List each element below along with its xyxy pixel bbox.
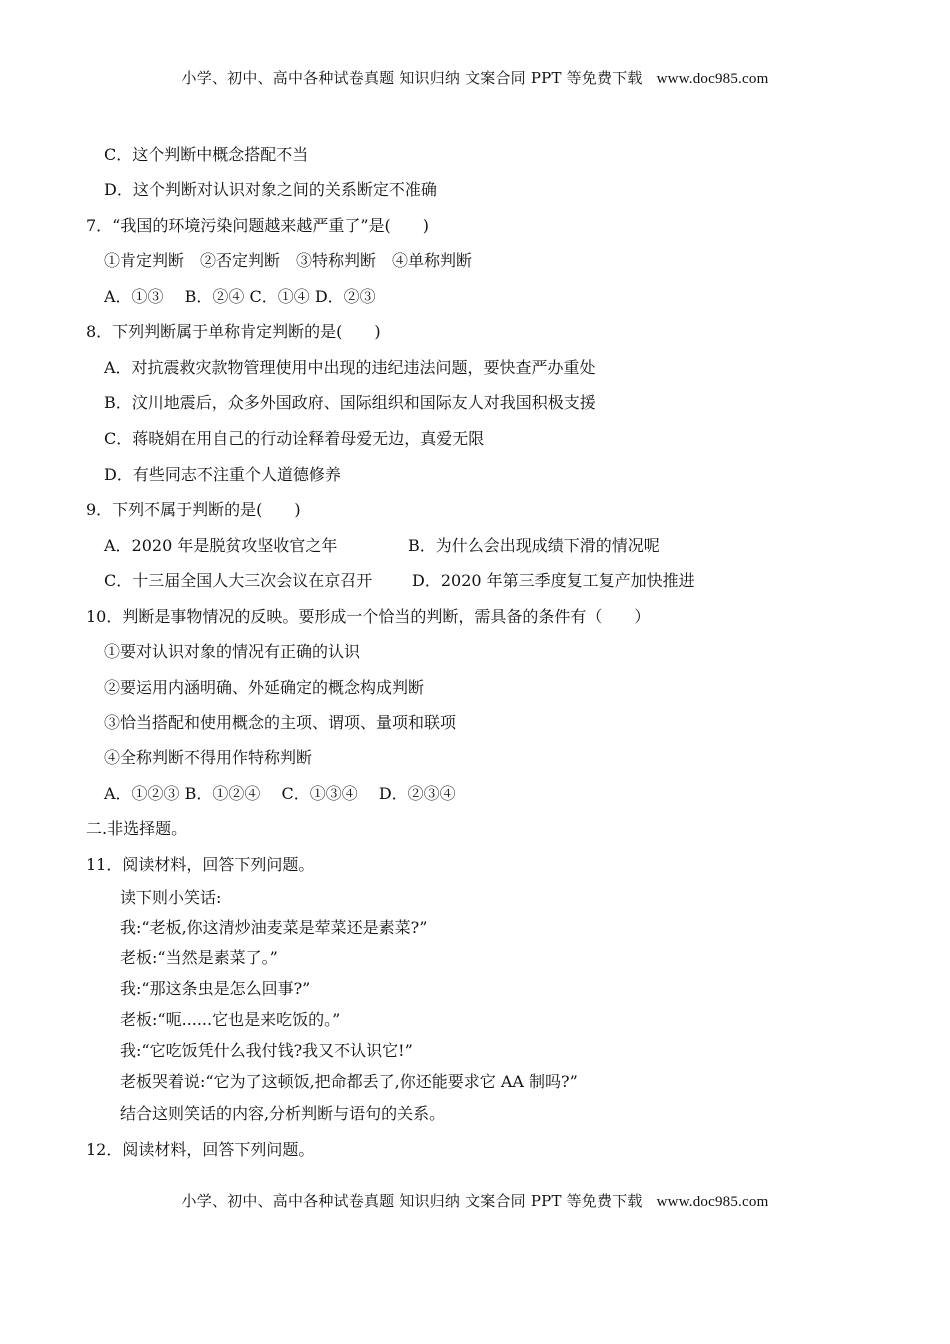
q11-line: 我:“那这条虫是怎么回事?” (120, 979, 311, 998)
q10-options: A．①②③ B．①②④ C．①③④ D．②③④ (104, 784, 456, 803)
q12-stem: 12．阅读材料，回答下列问题。 (86, 1140, 315, 1159)
q11-line: 老板:“呃......它也是来吃饭的。” (120, 1010, 341, 1029)
q9-stem: 9．下列不属于判断的是( ) (86, 500, 301, 519)
page-footer (0, 1190, 950, 1211)
q11-line: 读下则小笑话: (120, 888, 222, 907)
q8-option-c: C．蒋晓娟在用自己的行动诠释着母爱无边，真爱无限 (104, 429, 485, 448)
footer-text: 小学、初中、高中各种试卷真题 知识归纳 文案合同 PPT 等免费下载 (181, 1192, 643, 1210)
q9-option-a: A．2020 年是脱贫攻坚收官之年 (104, 536, 338, 555)
q9-option-d: D．2020 年第三季度复工复产加快推进 (412, 571, 695, 590)
q9-option-b: B．为什么会出现成绩下滑的情况呢 (408, 536, 660, 555)
section-title: 二.非选择题。 (86, 819, 188, 838)
q10-item-3: ③恰当搭配和使用概念的主项、谓项、量项和联项 (104, 713, 457, 732)
header-text: 小学、初中、高中各种试卷真题 知识归纳 文案合同 PPT 等免费下载 (181, 69, 643, 87)
header-url[interactable]: www.doc985.com (656, 71, 769, 87)
q8-option-a: A．对抗震救灾款物管理使用中出现的违纪违法问题，要快查严办重处 (104, 358, 596, 377)
footer-url[interactable]: www.doc985.com (656, 1194, 769, 1210)
q10-item-2: ②要运用内涵明确、外延确定的概念构成判断 (104, 678, 425, 697)
q11-line: 老板哭着说:“它为了这顿饭,把命都丢了,你还能要求它 AA 制吗?” (120, 1072, 578, 1091)
q11-stem: 11．阅读材料，回答下列问题。 (86, 855, 315, 874)
q10-item-1: ①要对认识对象的情况有正确的认识 (104, 642, 361, 661)
q10-item-4: ④全称判断不得用作特称判断 (104, 748, 313, 767)
q6-option-c: C．这个判断中概念搭配不当 (104, 145, 309, 164)
q6-option-d: D．这个判断对认识对象之间的关系断定不准确 (104, 180, 437, 199)
q9-option-c: C．十三届全国人大三次会议在京召开 (104, 571, 373, 590)
q8-option-d: D．有些同志不注重个人道德修养 (104, 465, 341, 484)
q11-line: 结合这则笑话的内容,分析判断与语句的关系。 (120, 1104, 446, 1123)
q11-line: 老板:“当然是素菜了。” (120, 948, 278, 967)
q8-stem: 8．下列判断属于单称肯定判断的是( ) (86, 322, 381, 341)
q7-items: ①肯定判断 ②否定判断 ③特称判断 ④单称判断 (104, 251, 473, 270)
q8-option-b: B．汶川地震后，众多外国政府、国际组织和国际友人对我国积极支援 (104, 393, 596, 412)
q10-stem: 10．判断是事物情况的反映。要形成一个恰当的判断，需具备的条件有（ ） (86, 607, 651, 626)
q11-line: 我:“老板,你这清炒油麦菜是荤菜还是素菜?” (120, 918, 428, 937)
page-header (0, 67, 950, 88)
q7-options: A．①③ B．②④ C．①④ D．②③ (104, 287, 376, 306)
q7-stem: 7．“我国的环境污染问题越来越严重了”是( ) (86, 216, 430, 235)
q11-line: 我:“它吃饭凭什么我付钱?我又不认识它!” (120, 1041, 413, 1060)
